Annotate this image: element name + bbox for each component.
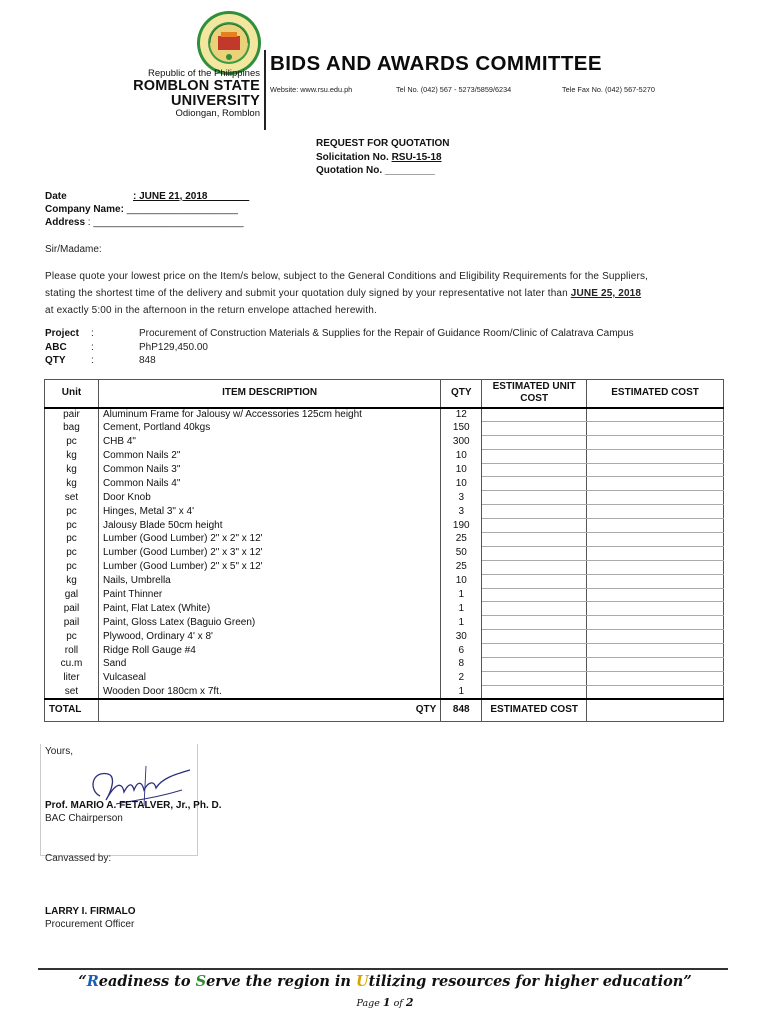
header-qty: QTY bbox=[441, 380, 482, 408]
estimated-unit-cost-cell[interactable] bbox=[482, 463, 587, 477]
total-label: TOTAL bbox=[45, 699, 99, 721]
table-row bbox=[45, 671, 724, 685]
qty-cell: 300 bbox=[441, 435, 482, 449]
footer-divider bbox=[38, 968, 728, 970]
unit-cell: pail bbox=[45, 616, 99, 630]
table-row bbox=[45, 449, 724, 463]
qty-cell: 6 bbox=[441, 644, 482, 658]
total-estimated-cost-value[interactable] bbox=[587, 699, 724, 721]
estimated-unit-cost-cell[interactable] bbox=[482, 685, 587, 699]
unit-cell: pail bbox=[45, 602, 99, 616]
estimated-unit-cost-cell[interactable] bbox=[482, 560, 587, 574]
estimated-cost-cell[interactable] bbox=[587, 630, 724, 644]
estimated-unit-cost-cell[interactable] bbox=[482, 630, 587, 644]
unit-cell: kg bbox=[45, 477, 99, 491]
unit-cell: pc bbox=[45, 546, 99, 560]
estimated-cost-cell[interactable] bbox=[587, 519, 724, 533]
salutation: Sir/Madame: bbox=[45, 244, 102, 255]
rfq-heading-block bbox=[316, 137, 450, 178]
date-value: : JUNE 21, 2018 _______ bbox=[133, 191, 250, 202]
total-qty-value: 848 bbox=[441, 699, 482, 721]
estimated-unit-cost-cell[interactable] bbox=[482, 505, 587, 519]
unit-cell: bag bbox=[45, 421, 99, 435]
table-row bbox=[45, 685, 724, 699]
estimated-cost-cell[interactable] bbox=[587, 463, 724, 477]
qty-cell: 50 bbox=[441, 546, 482, 560]
estimated-cost-cell[interactable] bbox=[587, 491, 724, 505]
company-label: Company Name: bbox=[45, 204, 124, 215]
unit-cell: roll bbox=[45, 644, 99, 658]
qty-cell: 1 bbox=[441, 616, 482, 630]
unit-cell: cu.m bbox=[45, 658, 99, 672]
unit-cell: pc bbox=[45, 505, 99, 519]
qty-cell: 3 bbox=[441, 491, 482, 505]
estimated-cost-cell[interactable] bbox=[587, 588, 724, 602]
qty-cell: 1 bbox=[441, 602, 482, 616]
university-name: ROMBLON STATE UNIVERSITY bbox=[133, 77, 260, 110]
university-seal-logo bbox=[196, 10, 262, 76]
estimated-cost-cell[interactable] bbox=[587, 685, 724, 699]
paragraph-line-1: Please quote your lowest price on the Item/s below, subject to the General Conditions and Eligibility Requirements for the Suppliers, bbox=[45, 271, 649, 282]
closing-text: Yours, bbox=[45, 746, 73, 757]
table-total-row bbox=[45, 699, 724, 721]
table-row bbox=[45, 435, 724, 449]
handwritten-signature bbox=[86, 760, 196, 820]
solicitation-label: Solicitation No. bbox=[316, 151, 389, 163]
signatory-name: Prof. MARIO A. FETALVER, Jr., Ph. D. bbox=[45, 800, 222, 811]
qty-cell: 2 bbox=[441, 671, 482, 685]
qty-cell: 1 bbox=[441, 588, 482, 602]
deadline-date: JUNE 25, 2018 bbox=[570, 288, 642, 299]
unit-cell: liter bbox=[45, 671, 99, 685]
items-table bbox=[44, 379, 724, 722]
canvassed-label: Canvassed by: bbox=[45, 853, 112, 864]
estimated-cost-cell[interactable] bbox=[587, 602, 724, 616]
project-info: Project : Procurement of Construction Materials & Supplies for the Repair of Guidance Room/Clinic of Calatrava Campus ABC : PhP129,450.00 QTY : 848 bbox=[45, 328, 634, 366]
estimated-unit-cost-cell[interactable] bbox=[482, 477, 587, 491]
table-body bbox=[45, 408, 724, 700]
table-row bbox=[45, 644, 724, 658]
description-cell: Common Nails 2" bbox=[98, 449, 440, 463]
description-cell: Paint, Flat Latex (White) bbox=[98, 602, 440, 616]
officer-name: LARRY I. FIRMALO bbox=[45, 906, 136, 917]
header-estimated-cost: ESTIMATED COST bbox=[587, 380, 724, 408]
qty-value: 848 bbox=[139, 355, 156, 366]
fax-text: Tele Fax No. (042) 567-5270 bbox=[562, 85, 655, 94]
description-cell: Hinges, Metal 3" x 4' bbox=[98, 505, 440, 519]
estimated-cost-cell[interactable] bbox=[587, 644, 724, 658]
date-row bbox=[45, 191, 249, 202]
qty-cell: 10 bbox=[441, 463, 482, 477]
estimated-cost-cell[interactable] bbox=[587, 560, 724, 574]
estimated-cost-cell[interactable] bbox=[587, 671, 724, 685]
description-cell: Paint, Gloss Latex (Baguio Green) bbox=[98, 616, 440, 630]
description-cell: Plywood, Ordinary 4' x 8' bbox=[98, 630, 440, 644]
table-row bbox=[45, 505, 724, 519]
header-estimated-unit-cost: ESTIMATED UNIT COST bbox=[482, 380, 587, 408]
estimated-cost-cell[interactable] bbox=[587, 546, 724, 560]
qty-cell: 8 bbox=[441, 658, 482, 672]
table-row bbox=[45, 491, 724, 505]
description-cell: Sand bbox=[98, 658, 440, 672]
table-row bbox=[45, 408, 724, 422]
description-cell: Nails, Umbrella bbox=[98, 574, 440, 588]
estimated-unit-cost-cell[interactable] bbox=[482, 408, 587, 422]
unit-cell: set bbox=[45, 685, 99, 699]
table-row bbox=[45, 588, 724, 602]
table-row bbox=[45, 616, 724, 630]
table-row bbox=[45, 602, 724, 616]
estimated-cost-cell[interactable] bbox=[587, 408, 724, 422]
unit-cell: pc bbox=[45, 435, 99, 449]
estimated-unit-cost-cell[interactable] bbox=[482, 491, 587, 505]
qty-cell: 190 bbox=[441, 519, 482, 533]
address-row bbox=[45, 217, 244, 228]
estimated-cost-cell[interactable] bbox=[587, 449, 724, 463]
description-cell: Wooden Door 180cm x 7ft. bbox=[98, 685, 440, 699]
university-location: Odiongan, Romblon bbox=[175, 108, 260, 120]
company-row bbox=[45, 204, 238, 215]
estimated-unit-cost-cell[interactable] bbox=[482, 546, 587, 560]
unit-cell: kg bbox=[45, 449, 99, 463]
table-row bbox=[45, 546, 724, 560]
description-cell: Lumber (Good Lumber) 2" x 2" x 12' bbox=[98, 533, 440, 547]
table-row bbox=[45, 533, 724, 547]
table-row bbox=[45, 574, 724, 588]
unit-cell: pc bbox=[45, 533, 99, 547]
table-row bbox=[45, 658, 724, 672]
qty-cell: 10 bbox=[441, 477, 482, 491]
motto-text: “Readiness to Serve the region in Utilizing resources for higher education” bbox=[78, 973, 692, 990]
estimated-unit-cost-cell[interactable] bbox=[482, 644, 587, 658]
description-cell: Vulcaseal bbox=[98, 671, 440, 685]
header-item-description: ITEM DESCRIPTION bbox=[98, 380, 440, 408]
solicitation-number: RSU-15-18 bbox=[391, 151, 442, 163]
qty-cell: 150 bbox=[441, 421, 482, 435]
unit-cell: pair bbox=[45, 408, 99, 422]
estimated-unit-cost-cell[interactable] bbox=[482, 421, 587, 435]
telephone-text: Tel No. (042) 567 - 5273/5859/6234 bbox=[396, 85, 512, 94]
estimated-unit-cost-cell[interactable] bbox=[482, 602, 587, 616]
estimated-unit-cost-cell[interactable] bbox=[482, 519, 587, 533]
qty-cell: 30 bbox=[441, 630, 482, 644]
quotation-number: _________ bbox=[384, 165, 435, 176]
company-value: ____________________ bbox=[126, 204, 238, 215]
table-row bbox=[45, 477, 724, 491]
address-value: : ___________________________ bbox=[87, 217, 244, 228]
description-cell: Paint Thinner bbox=[98, 588, 440, 602]
unit-cell: set bbox=[45, 491, 99, 505]
estimated-cost-cell[interactable] bbox=[587, 435, 724, 449]
table-header-row bbox=[45, 380, 724, 408]
republic-label: Republic of the Philippines bbox=[148, 68, 260, 79]
table-row bbox=[45, 463, 724, 477]
university-block bbox=[58, 69, 260, 119]
committee-title: BIDS AND AWARDS COMMITTEE bbox=[270, 52, 602, 75]
description-cell: Lumber (Good Lumber) 2" x 3" x 12' bbox=[98, 546, 440, 560]
description-cell: Common Nails 4" bbox=[98, 477, 440, 491]
estimated-cost-cell[interactable] bbox=[587, 505, 724, 519]
estimated-unit-cost-cell[interactable] bbox=[482, 435, 587, 449]
paragraph-line-2: stating the shortest time of the delivery and submit your quotation duly signed by your representative not later than JUNE 25, 2018 bbox=[45, 288, 642, 299]
unit-cell: gal bbox=[45, 588, 99, 602]
qty-cell: 3 bbox=[441, 505, 482, 519]
qty-cell: 25 bbox=[441, 533, 482, 547]
estimated-unit-cost-cell[interactable] bbox=[482, 533, 587, 547]
estimated-cost-cell[interactable] bbox=[587, 477, 724, 491]
qty-cell: 10 bbox=[441, 574, 482, 588]
qty-cell: 25 bbox=[441, 560, 482, 574]
table-row bbox=[45, 630, 724, 644]
estimated-unit-cost-cell[interactable] bbox=[482, 616, 587, 630]
table-row bbox=[45, 560, 724, 574]
signature-box-left-edge bbox=[40, 744, 41, 856]
description-cell: Jalousy Blade 50cm height bbox=[98, 519, 440, 533]
page-number: Page 1 of 2 bbox=[356, 996, 414, 1009]
unit-cell: kg bbox=[45, 574, 99, 588]
estimated-unit-cost-cell[interactable] bbox=[482, 658, 587, 672]
qty-cell: 1 bbox=[441, 685, 482, 699]
quotation-line bbox=[316, 164, 450, 178]
estimated-cost-cell[interactable] bbox=[587, 616, 724, 630]
unit-cell: pc bbox=[45, 519, 99, 533]
project-label: Project bbox=[45, 328, 79, 339]
description-cell: Common Nails 3" bbox=[98, 463, 440, 477]
total-estimated-cost-label: ESTIMATED COST bbox=[482, 699, 587, 721]
paragraph-line-3: at exactly 5:00 in the afternoon in the return envelope attached herewith. bbox=[45, 305, 377, 316]
estimated-cost-cell[interactable] bbox=[587, 658, 724, 672]
qty-cell: 12 bbox=[441, 408, 482, 422]
header-unit: Unit bbox=[45, 380, 99, 408]
estimated-unit-cost-cell[interactable] bbox=[482, 588, 587, 602]
date-label: Date bbox=[45, 191, 67, 202]
description-cell: Door Knob bbox=[98, 491, 440, 505]
description-cell: CHB 4" bbox=[98, 435, 440, 449]
solicitation-line bbox=[316, 151, 450, 165]
instruction-paragraph bbox=[45, 268, 735, 319]
unit-cell: pc bbox=[45, 560, 99, 574]
header-divider bbox=[264, 50, 266, 130]
officer-role: Procurement Officer bbox=[45, 919, 135, 930]
estimated-unit-cost-cell[interactable] bbox=[482, 449, 587, 463]
estimated-unit-cost-cell[interactable] bbox=[482, 671, 587, 685]
estimated-unit-cost-cell[interactable] bbox=[482, 574, 587, 588]
rfq-title: REQUEST FOR QUOTATION bbox=[316, 138, 450, 149]
signatory-role: BAC Chairperson bbox=[45, 813, 123, 824]
table-row bbox=[45, 519, 724, 533]
table-row bbox=[45, 421, 724, 435]
description-cell: Cement, Portland 40kgs bbox=[98, 421, 440, 435]
description-cell: Ridge Roll Gauge #4 bbox=[98, 644, 440, 658]
unit-cell: kg bbox=[45, 463, 99, 477]
estimated-cost-cell[interactable] bbox=[587, 533, 724, 547]
quotation-label: Quotation No. bbox=[316, 165, 383, 176]
project-value: Procurement of Construction Materials & Supplies for the Repair of Guidance Room/Clinic of Calatrava Campus bbox=[139, 328, 634, 339]
qty-cell: 10 bbox=[441, 449, 482, 463]
estimated-cost-cell[interactable] bbox=[587, 421, 724, 435]
unit-cell: pc bbox=[45, 630, 99, 644]
qty-label: QTY bbox=[45, 355, 66, 366]
total-qty-label: QTY bbox=[98, 699, 440, 721]
abc-value: PhP129,450.00 bbox=[139, 341, 208, 353]
abc-label: ABC bbox=[45, 341, 67, 353]
description-cell: Lumber (Good Lumber) 2" x 5" x 12' bbox=[98, 560, 440, 574]
description-cell: Aluminum Frame for Jalousy w/ Accessories 125cm height bbox=[98, 408, 440, 422]
website-text: Website: www.rsu.edu.ph bbox=[270, 85, 353, 94]
address-label: Address bbox=[45, 217, 86, 228]
estimated-cost-cell[interactable] bbox=[587, 574, 724, 588]
